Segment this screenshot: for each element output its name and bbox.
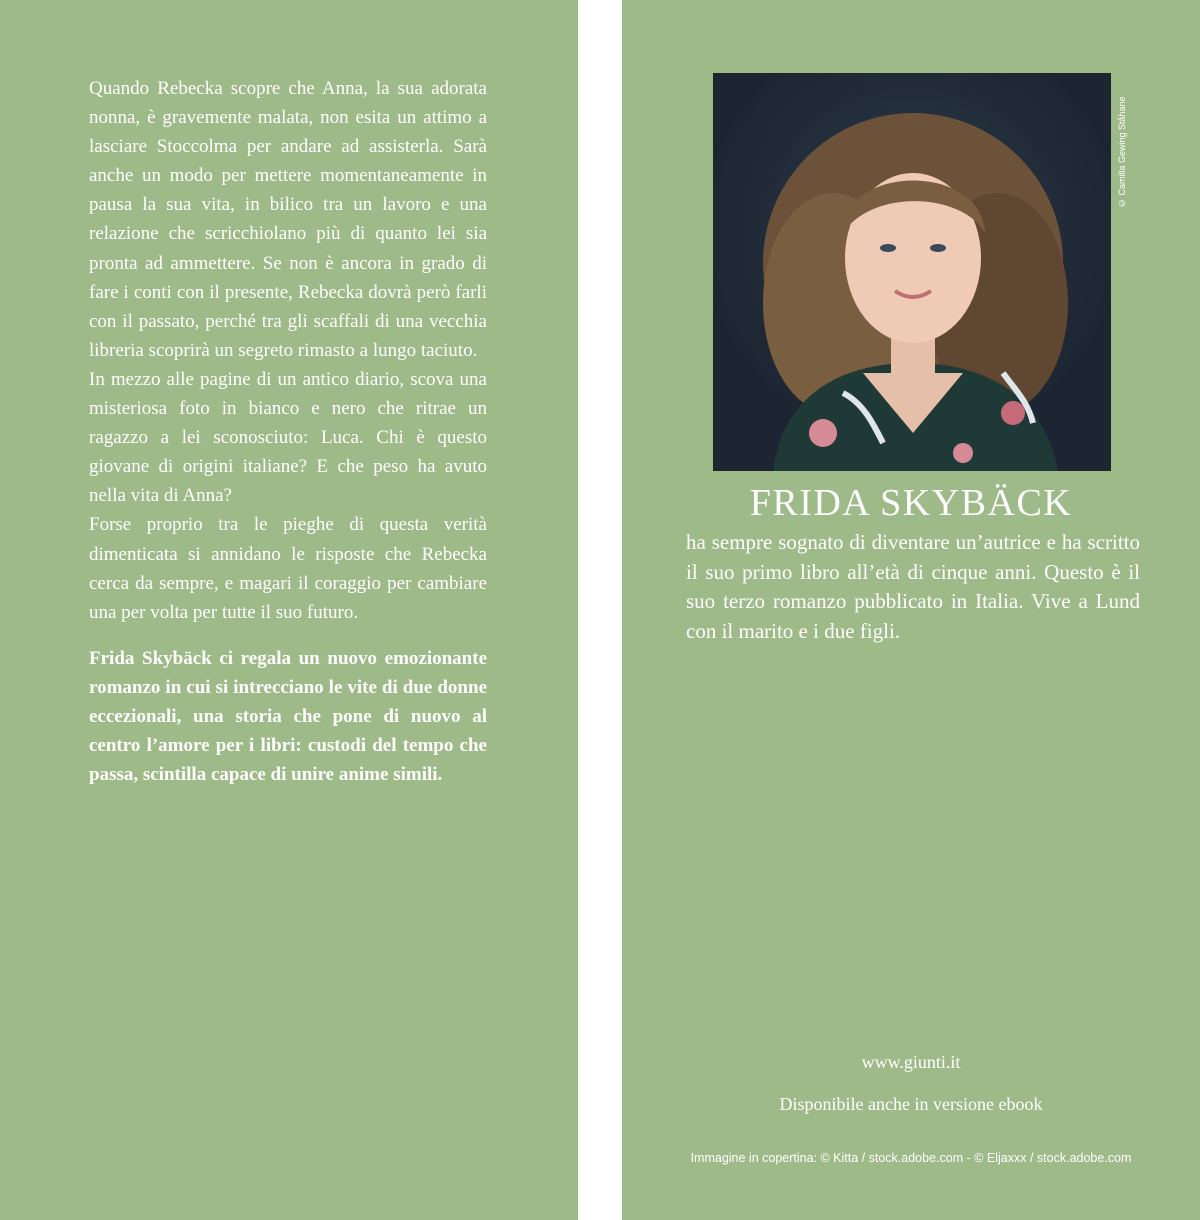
author-name: FRIDA SKYBÄCK <box>749 482 1073 524</box>
photo-credit: © Camilla Gewing Ståhane <box>1117 96 1127 208</box>
synopsis-highlight: Frida Skybäck ci regala un nuovo emozionante romanzo in cui si intrecciano le vite di due donne eccezionali, una storia che pone di nuovo al centro l’amore per i libri: custodi del tempo che passa, scintilla capace di unire anime simili. <box>89 647 487 786</box>
synopsis-paragraph-1: Quando Rebecka scopre che Anna, la sua adorata nonna, è gravemente malata, non esita un attimo a lasciare Stoccolma per andare ad assisterla. Sarà anche un modo per mettere momentaneamente in pausa la sua vita, in bilico tra un lavoro e una relazione che scricchiolano più di quanto lei sia pronta ad ammettere. Se non è ancora in grado di fare i conti con il presente, Rebecka dovrà però farli con il passato, perché tra gli scaffali di una vecchia libreria scoprirà un segreto rimasto a lungo taciuto. <box>89 78 487 361</box>
ebook-note: Disponibile anche in versione ebook <box>779 1094 1043 1114</box>
synopsis-paragraph-2: In mezzo alle pagine di un antico diario, scova una misteriosa foto in bianco e nero che ritrae un ragazzo a lei sconosciuto: Luca. Chi è questo giovane di origini italiane? E che peso ha avuto nella vita di Anna? <box>89 368 487 507</box>
front-flap <box>622 0 1200 1220</box>
synopsis-paragraph-3: Forse proprio tra le pieghe di questa verità dimenticata si annidano le risposte che Rebecka cerca da sempre, e magari il coraggio per cambiare una per volta per tutte il suo futuro. <box>89 514 487 623</box>
author-portrait-illustration <box>713 73 1111 471</box>
author-photo <box>713 73 1111 471</box>
publisher-website: www.giunti.it <box>861 1052 961 1072</box>
cover-image-credit: Immagine in copertina: © Kitta / stock.adobe.com - © Eljaxxx / stock.adobe.com <box>690 1151 1132 1165</box>
back-flap <box>0 0 578 1220</box>
synopsis <box>89 74 487 789</box>
author-bio: ha sempre sognato di diventare un’autrice e ha scritto il suo primo libro all’età di cinque anni. Questo è il suo terzo romanzo pubblicato in Italia. Vive a Lund con il marito e i due figli. <box>686 530 1140 643</box>
